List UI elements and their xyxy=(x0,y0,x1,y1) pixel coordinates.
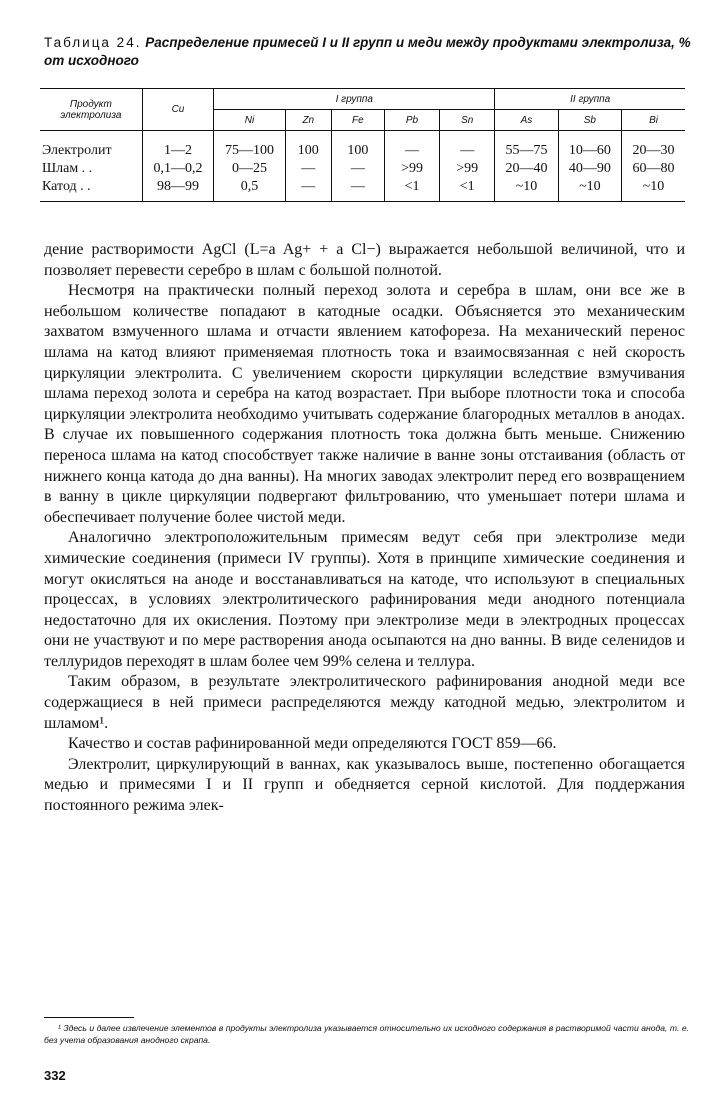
table-cell: 20—30 xyxy=(622,131,685,161)
table-cell: 40—90 xyxy=(558,160,621,178)
table-cell: 100 xyxy=(285,131,331,161)
table-cell: — xyxy=(384,131,439,161)
header-element: As xyxy=(495,110,558,131)
header-element: Sn xyxy=(440,110,495,131)
header-cu: Cu xyxy=(142,89,214,131)
table-cell: 1—2 xyxy=(142,131,214,161)
body-text xyxy=(44,240,685,817)
table-cell: ~10 xyxy=(558,178,621,202)
row-product: Шлам . . xyxy=(42,161,93,176)
table-row xyxy=(40,131,685,161)
table-cell: — xyxy=(440,131,495,161)
table-cell: — xyxy=(285,160,331,178)
table-row xyxy=(40,160,685,178)
header-element: Zn xyxy=(285,110,331,131)
table-cell: 10—60 xyxy=(558,131,621,161)
header-element: Pb xyxy=(384,110,439,131)
table-cell: 60—80 xyxy=(622,160,685,178)
paragraph: Несмотря на практически полный переход золота и серебра в шлам, они все же в небольшом количестве попадают в катодные осадки. Объясняется это механическим захватом взмученного шлама и отчасти явлением катофореза. На механический перенос шлама на катод влияют применяемая плотность тока и взаимосвязанная с ней скорость циркуляции электролита. С увеличением скорости циркуляции вследствие взмучивания шлама переход золота и серебра на катод возрастает. При выборе плотности тока и способа циркуляции электролита необходимо учитывать содержание благородных металлов в анодах. В случае их повышенного содержания плотность тока должна быть меньше. Снижению переноса шлама на катод способствует также наличие в ванне зоны отстаивания (область от нижнего конца катода до дна ванны). На многих заводах электролит перед его возвращением в ванну в цикле циркуляции подвергают фильтрованию, что уменьшает потери шлама и обеспечивает получение более чистой меди. xyxy=(44,282,685,526)
table-cell: — xyxy=(331,178,384,202)
table-cell: 55—75 xyxy=(495,131,558,161)
distribution-table xyxy=(40,88,685,202)
row-product: Катод . . xyxy=(40,178,142,202)
header-element: Ni xyxy=(214,110,286,131)
table-caption xyxy=(44,34,694,70)
table-cell: <1 xyxy=(384,178,439,202)
header-group-2: II группа xyxy=(495,89,685,110)
paragraph: Аналогично электроположительным примесям ведут себя при электролизе меди химические соединения (примеси IV группы). Хотя в принципе химические соединения и могут окисляться на аноде и восстанавливаться на катоде, что используют в специальных процессах, в условиях электролитического рафинирования меди анодного потенциала недостаточно для их окисления. Поэтому при электролизе меди в электродных процессах они не участвуют и по мере растворения анода осыпаются на дно ванны. В виде селенидов и теллуридов переходят в шлам более чем 99% селена и теллура. xyxy=(44,529,685,670)
footnote: ¹ Здесь и далее извлечение элементов в продукты электролиза указывается относительно их исходного содержания в растворимой части анода, т. е. без учета образования анодного скрапа. xyxy=(44,1023,689,1045)
table-cell: 98—99 xyxy=(142,178,214,202)
header-group-1: I группа xyxy=(214,89,495,110)
header-element: Bi xyxy=(622,110,685,131)
header-product: Продукт электролиза xyxy=(40,89,142,131)
paragraph: Электролит, циркулирующий в ваннах, как указывалось выше, постепенно обогащается медью и примесями I и II групп и обедняется серной кислотой. Для поддержания постоянного режима элек- xyxy=(44,755,685,815)
table-cell: 0—25 xyxy=(214,160,286,178)
table-title: Распределение примесей I и II групп и меди между продуктами электролиза, % от исходного xyxy=(44,35,691,68)
table-cell: 100 xyxy=(331,131,384,161)
table-cell: 20—40 xyxy=(495,160,558,178)
table-cell: ~10 xyxy=(495,178,558,202)
footnote-divider xyxy=(44,1017,134,1018)
table-cell: — xyxy=(331,160,384,178)
table-cell: >99 xyxy=(440,160,495,178)
paragraph: Таким образом, в результате электролитического рафинирования анодной меди все содержащиеся в ней примеси распределяются между катодной медью, электролитом и шламом¹. xyxy=(44,673,685,732)
table-cell: 75—100 xyxy=(214,131,286,161)
table-cell: ~10 xyxy=(622,178,685,202)
table-cell: 0,1—0,2 xyxy=(142,160,214,178)
paragraph: дение растворимости AgCl (L=a Ag+ + a Cl−) выражается небольшой величиной, что и позволяет перевести серебро в шлам с большой полнотой. xyxy=(44,241,685,279)
page-number: 332 xyxy=(44,1068,66,1083)
table-cell: >99 xyxy=(384,160,439,178)
row-product: Электролит xyxy=(42,143,112,158)
header-element: Sb xyxy=(558,110,621,131)
table-row xyxy=(40,178,685,202)
table-cell: 0,5 xyxy=(214,178,286,202)
header-element: Fe xyxy=(331,110,384,131)
paragraph: Качество и состав рафинированной меди определяются ГОСТ 859—66. xyxy=(68,735,557,753)
table-label: Таблица 24. xyxy=(44,35,142,50)
table-cell: <1 xyxy=(440,178,495,202)
table-cell: — xyxy=(285,178,331,202)
